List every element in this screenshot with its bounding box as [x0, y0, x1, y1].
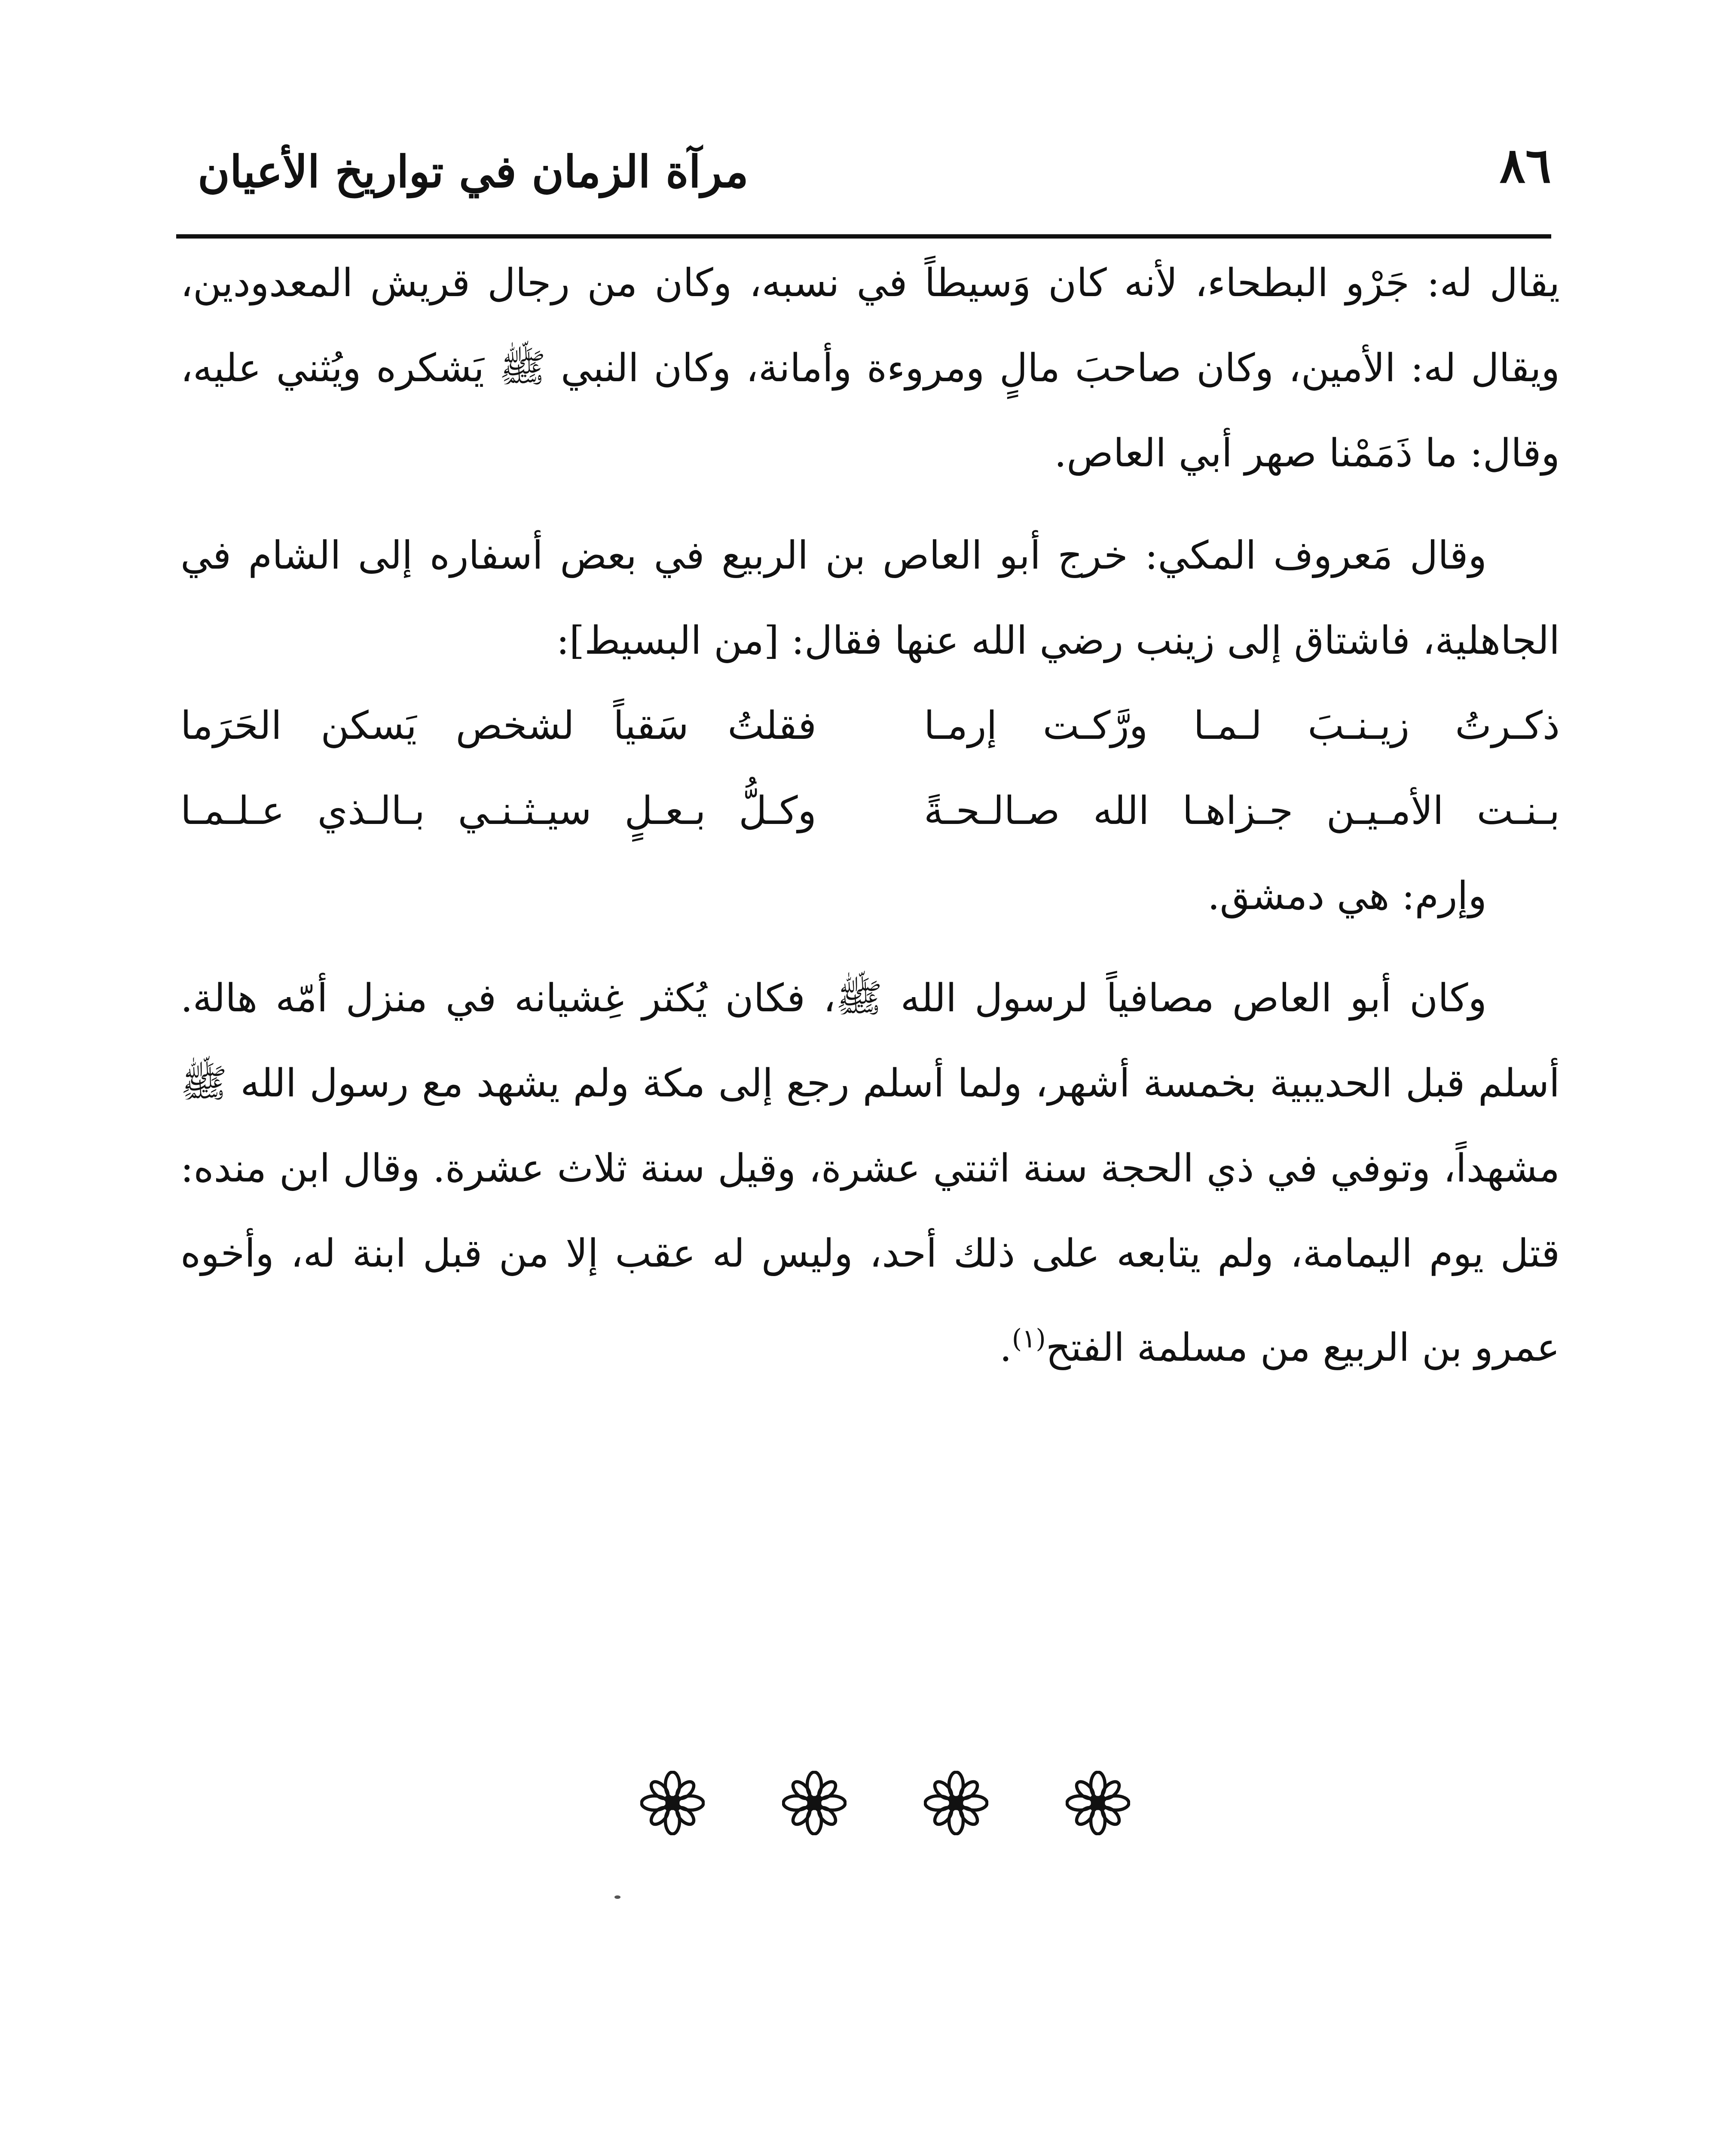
verse-hemistich-first: بـنـت الأمـيـن جـزاهـا الله صـالـحـةً — [924, 788, 1560, 833]
paragraph-2: وقال مَعروف المكي: خرج أبو العاص بن الربيع في بعض أسفاره إلى الشام في الجاهلية، فاشتاق إلى زينب رضي الله عنها فقال: [من البسيط]: — [180, 533, 1560, 663]
paragraph-3-text: وكان أبو العاص مصافياً لرسول الله ﷺ، فكان يُكثر غِشيانه في منزل أمّه هالة. أسلم قبل الحديبية بخمسة أشهر، ولما أسلم رجع إلى مكة ولم يشهد مع رسول الله ﷺ مشهداً، وتوفي في ذي الحجة سنة اثنتي عشرة، وقيل سنة ثلاث عشرة. وقال ابن منده: قتل يوم اليمامة، ولم يتابعه على ذلك أحد، وليس له عقب إلا من قبل ابنة له، وأخوه عمرو بن الربيع من مسلمة الفتح — [180, 976, 1560, 1370]
paragraph-3 — [180, 956, 1560, 1390]
verse-line — [180, 683, 1560, 768]
verse-hemistich-first: ذكـرتُ زيـنـبَ لـمـا ورَّكـت إرمـا — [924, 703, 1560, 748]
main-text — [180, 241, 1560, 1390]
flower-ornament-icon — [1066, 1771, 1130, 1835]
page-header — [176, 125, 1551, 211]
section-ornaments — [640, 1771, 1130, 1835]
running-title: مرآة الزمان في تواريخ الأعيان — [198, 146, 749, 198]
footnote-reference: (١) — [1012, 1324, 1046, 1354]
verse-hemistich-second: وكـلُّ بـعـلٍ سيـثـنـي بـالـذي عـلـمـا — [180, 788, 816, 833]
paragraph-1: يقال له: جَرْو البطحاء، لأنه كان وَسيطاً في نسبه، وكان من رجال قريش المعدودين، ويقال له: الأمين، وكان صاحبَ مالٍ ومروءة وأمانة، وكان النبي ﷺ يَشكره ويُثني عليه، وقال: ما ذَمَمْنا صهر أبي العاص. — [180, 260, 1560, 476]
poem — [180, 683, 1560, 939]
print-speck — [614, 1895, 620, 1899]
flower-ornament-icon — [782, 1771, 847, 1835]
flower-ornament-icon — [640, 1771, 705, 1835]
verse-line — [180, 768, 1560, 854]
flower-ornament-icon — [924, 1771, 988, 1835]
paragraph-3-end: . — [999, 1325, 1012, 1370]
verse-hemistich-second: فقلتُ سَقياً لشخص يَسكن الحَرَما — [180, 703, 816, 748]
verse-note: وإرم: هي دمشق. — [1207, 873, 1487, 918]
page-number: ٨٦ — [1499, 138, 1551, 194]
header-rule — [176, 234, 1551, 239]
